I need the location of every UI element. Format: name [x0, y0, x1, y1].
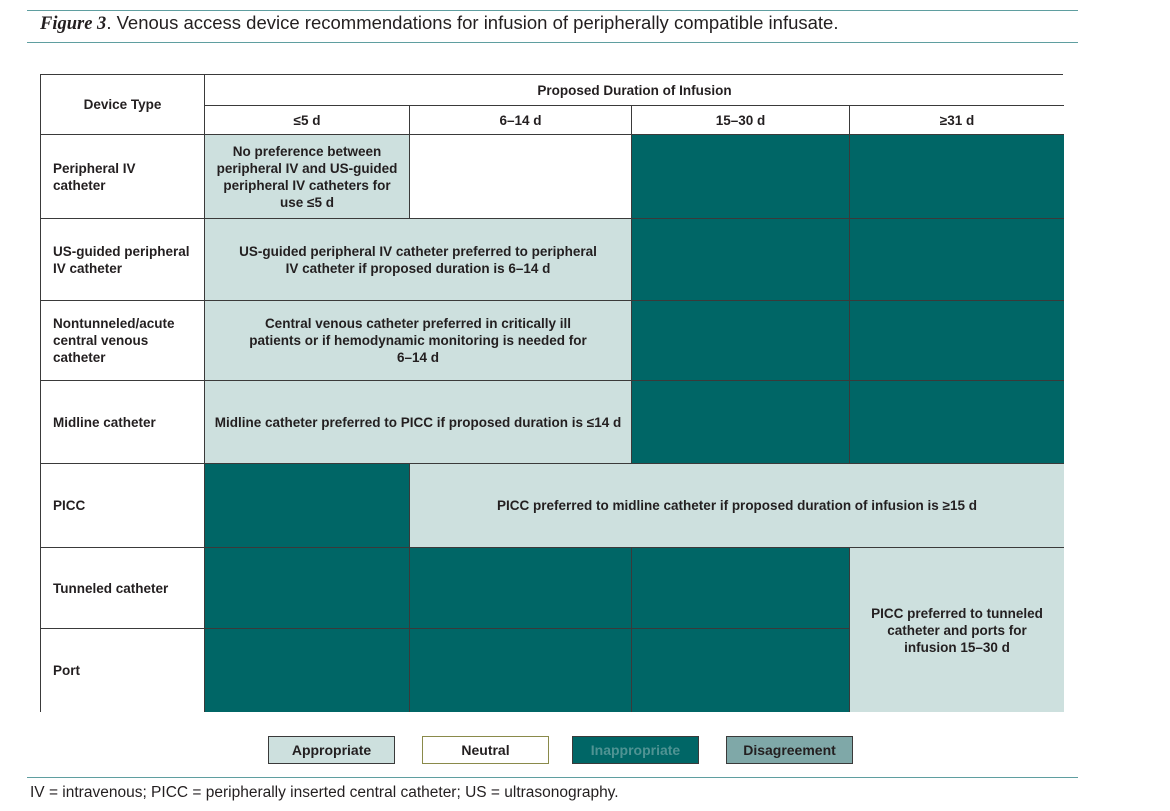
cell-us-guided-15-30: [632, 219, 850, 301]
cell-midline-31: [850, 381, 1064, 464]
cell-peripheral-iv-15-30: [632, 135, 850, 219]
cell-midline-note: Midline catheter preferred to PICC if proposed duration is ≤14 d: [205, 381, 632, 464]
cell-port-15-30: [632, 629, 850, 712]
duration-col-4: ≥31 d: [850, 106, 1064, 135]
cell-midline-15-30: [632, 381, 850, 464]
duration-col-2: 6–14 d: [410, 106, 632, 135]
legend-inappropriate: Inappropriate: [572, 736, 699, 764]
cell-picc-note: PICC preferred to midline catheter if proposed duration of infusion is ≥15 d: [410, 464, 1064, 548]
duration-col-1: ≤5 d: [205, 106, 410, 135]
cell-us-guided-note: US-guided peripheral IV catheter preferred to peripheral IV catheter if proposed duration is 6–14 d: [205, 219, 632, 301]
cell-nontunneled-15-30: [632, 301, 850, 381]
caption-text: . Venous access device recommendations for infusion of peripherally compatible infusate.: [106, 12, 839, 33]
row-label-port: Port: [41, 629, 205, 712]
cell-us-guided-31: [850, 219, 1064, 301]
footnote-rule: [27, 777, 1078, 778]
caption-bottom-rule: [27, 42, 1078, 43]
row-label-peripheral-iv: Peripheral IV catheter: [41, 135, 205, 219]
caption-top-rule: [27, 10, 1078, 11]
figure-caption: [40, 12, 839, 35]
row-label-tunneled: Tunneled catheter: [41, 548, 205, 629]
footnote: IV = intravenous; PICC = peripherally inserted central catheter; US = ultrasonography.: [30, 784, 619, 801]
row-label-nontunneled: Nontunneled/acute central venous catheter: [41, 301, 205, 381]
cell-port-5: [205, 629, 410, 712]
legend-appropriate: Appropriate: [268, 736, 395, 764]
duration-header: Proposed Duration of Infusion: [205, 75, 1064, 106]
recommendation-table: [40, 74, 1063, 712]
cell-tunneled-port-note: PICC preferred to tunneled catheter and ports for infusion 15–30 d: [850, 548, 1064, 712]
cell-tunneled-5: [205, 548, 410, 629]
cell-peripheral-iv-note: No preference between peripheral IV and US-guided peripheral IV catheters for use ≤5 d: [205, 135, 410, 219]
device-type-header: Device Type: [41, 75, 205, 135]
duration-col-3: 15–30 d: [632, 106, 850, 135]
cell-peripheral-iv-31: [850, 135, 1064, 219]
row-label-us-guided: US-guided peripheral IV catheter: [41, 219, 205, 301]
cell-tunneled-15-30: [632, 548, 850, 629]
cell-peripheral-iv-6-14: [410, 135, 632, 219]
figure-label: Figure 3: [40, 14, 107, 34]
row-label-midline: Midline catheter: [41, 381, 205, 464]
legend-neutral: Neutral: [422, 736, 549, 764]
row-label-picc: PICC: [41, 464, 205, 548]
cell-tunneled-6-14: [410, 548, 632, 629]
cell-nontunneled-note: Central venous catheter preferred in critically ill patients or if hemodynamic monitoring is needed for 6–14 d: [205, 301, 632, 381]
cell-port-6-14: [410, 629, 632, 712]
cell-picc-5: [205, 464, 410, 548]
legend-disagreement: Disagreement: [726, 736, 853, 764]
cell-nontunneled-31: [850, 301, 1064, 381]
